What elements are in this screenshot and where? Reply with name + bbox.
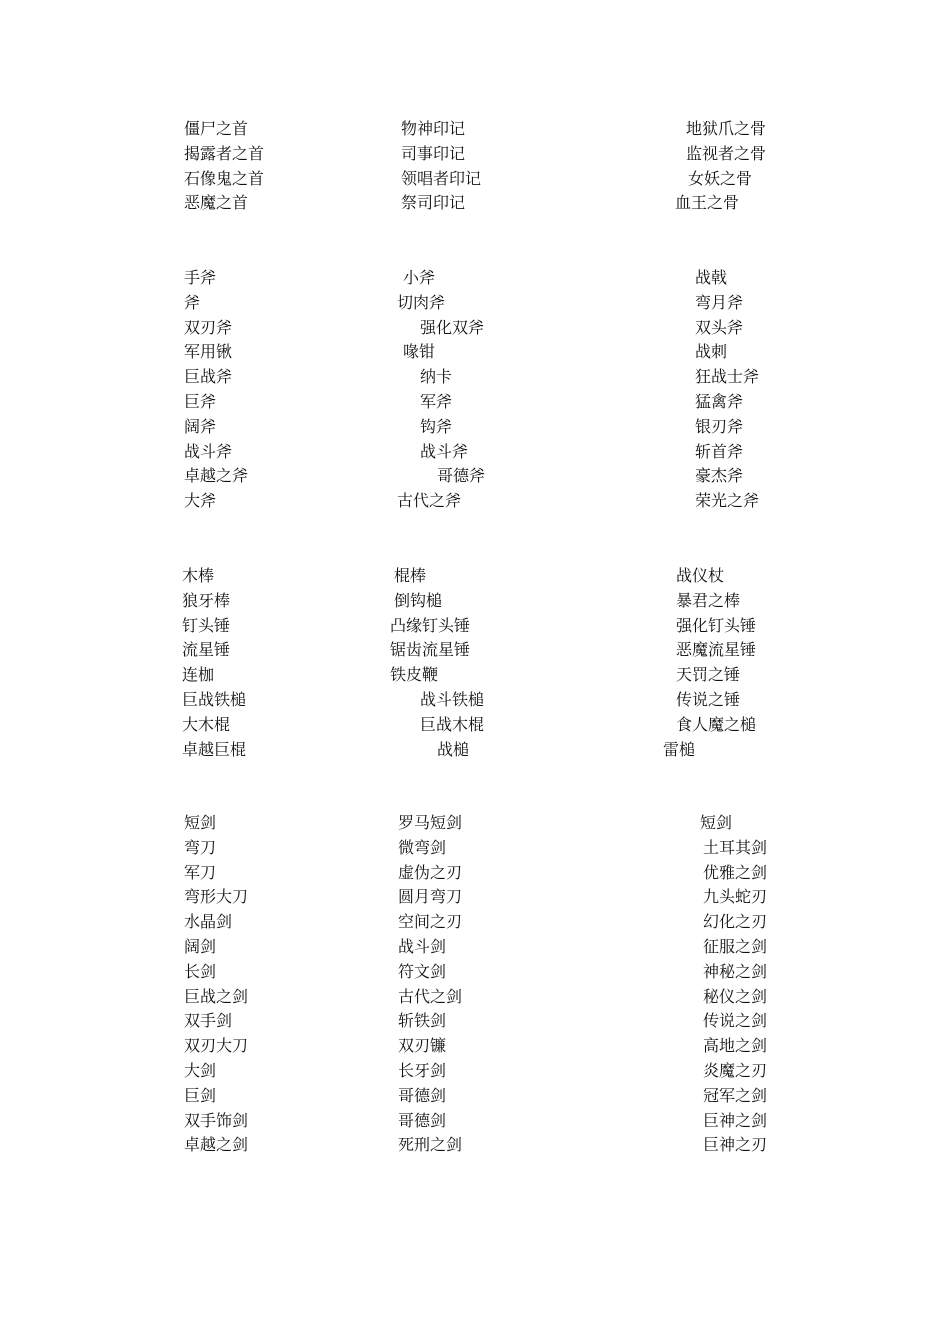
item-name: 双头斧 [695, 317, 744, 337]
item-name: 揭露者之首 [184, 143, 265, 163]
item-name: 暴君之棒 [676, 590, 741, 610]
item-name: 战斗铁槌 [420, 689, 485, 709]
section-axes [0, 266, 950, 514]
list-row [0, 663, 950, 688]
item-name: 巨战木棍 [420, 714, 485, 734]
item-name: 雷槌 [663, 739, 696, 759]
item-name: 军刀 [184, 862, 217, 882]
item-name: 斩首斧 [695, 441, 744, 461]
list-row [0, 985, 950, 1010]
item-name: 祭司印记 [401, 193, 466, 213]
item-name: 阔斧 [184, 416, 217, 436]
item-name: 地狱爪之骨 [686, 119, 767, 138]
list-row [0, 1109, 950, 1134]
item-name: 空间之刃 [398, 912, 463, 932]
item-name: 巨斧 [184, 391, 217, 411]
item-name: 物神印记 [401, 119, 466, 138]
item-name: 大木棍 [182, 714, 231, 734]
section-maces [0, 564, 950, 762]
item-name: 弯刀 [184, 837, 217, 857]
item-name: 凸缘钉头锤 [390, 615, 471, 635]
item-name: 荣光之斧 [695, 491, 760, 511]
list-row [0, 1133, 950, 1158]
list-row [0, 365, 950, 390]
item-name: 战戟 [695, 268, 728, 287]
section-heads [0, 117, 950, 216]
item-name: 领唱者印记 [401, 168, 482, 188]
item-name: 大剑 [184, 1060, 217, 1080]
list-row [0, 738, 950, 763]
list-row [0, 688, 950, 713]
list-row [0, 910, 950, 935]
list-row [0, 713, 950, 738]
item-name: 优雅之剑 [703, 862, 768, 882]
list-row [0, 191, 950, 216]
item-name: 传说之剑 [703, 1011, 768, 1031]
item-name: 秘仪之剑 [703, 986, 768, 1006]
list-row [0, 1009, 950, 1034]
item-name: 哥德剑 [398, 1110, 447, 1130]
item-name: 女妖之骨 [688, 168, 753, 188]
item-name: 恶魔之首 [184, 193, 249, 213]
item-name: 手斧 [184, 268, 217, 287]
item-name: 弯月斧 [695, 292, 744, 312]
item-name: 战斗剑 [398, 936, 447, 956]
item-name: 高地之剑 [703, 1036, 768, 1056]
list-row [0, 117, 950, 142]
list-row [0, 885, 950, 910]
item-name: 哥德剑 [398, 1085, 447, 1105]
item-name: 征服之剑 [703, 936, 768, 956]
item-name: 棍棒 [394, 566, 427, 585]
item-name: 长牙剑 [398, 1060, 447, 1080]
list-row [0, 564, 950, 589]
item-name: 双刃镰 [398, 1036, 447, 1056]
list-row [0, 489, 950, 514]
list-row [0, 836, 950, 861]
list-row [0, 589, 950, 614]
item-name: 木棒 [182, 566, 215, 585]
item-name: 监视者之骨 [686, 143, 767, 163]
item-name: 罗马短剑 [398, 813, 463, 832]
item-name: 小斧 [403, 268, 436, 287]
list-row [0, 415, 950, 440]
item-name: 狂战士斧 [695, 367, 760, 387]
item-name: 司事印记 [401, 143, 466, 163]
list-row [0, 1059, 950, 1084]
item-name: 微弯剑 [398, 837, 447, 857]
item-name: 战斗斧 [420, 441, 469, 461]
item-name: 巨战铁槌 [182, 689, 247, 709]
list-row [0, 960, 950, 985]
item-name: 强化钉头锤 [676, 615, 757, 635]
list-row [0, 167, 950, 192]
item-name: 短剑 [184, 813, 217, 832]
item-name: 死刑之剑 [398, 1135, 463, 1155]
item-name: 卓越巨棍 [182, 739, 247, 759]
item-name: 战刺 [695, 342, 728, 362]
item-name: 豪杰斧 [695, 466, 744, 486]
item-name: 狼牙棒 [182, 590, 231, 610]
item-name: 钩斧 [420, 416, 453, 436]
item-name: 幻化之刃 [703, 912, 768, 932]
item-name: 战槌 [437, 739, 470, 759]
item-name: 巨战之剑 [184, 986, 249, 1006]
item-name: 石像鬼之首 [184, 168, 265, 188]
item-name: 巨神之刃 [703, 1135, 768, 1155]
list-row [0, 440, 950, 465]
item-name: 军斧 [420, 391, 453, 411]
item-name: 土耳其剑 [703, 837, 768, 857]
section-swords [0, 811, 950, 1158]
list-row [0, 340, 950, 365]
item-name: 斧 [184, 292, 201, 312]
list-row [0, 266, 950, 291]
item-name: 双手剑 [184, 1011, 233, 1031]
list-row [0, 638, 950, 663]
list-row [0, 464, 950, 489]
item-name: 哥德斧 [437, 466, 486, 486]
list-row [0, 1034, 950, 1059]
item-name: 斩铁剑 [398, 1011, 447, 1031]
item-name: 双手饰剑 [184, 1110, 249, 1130]
item-name: 长剑 [184, 961, 217, 981]
item-name: 战斗斧 [184, 441, 233, 461]
list-row [0, 390, 950, 415]
item-name: 圆月弯刀 [398, 887, 463, 907]
list-row [0, 316, 950, 341]
item-name: 切肉斧 [397, 292, 446, 312]
item-name: 水晶剑 [184, 912, 233, 932]
item-name: 阔剑 [184, 936, 217, 956]
item-name: 传说之锤 [676, 689, 741, 709]
item-name: 锯齿流星锤 [390, 640, 471, 660]
item-name: 猛禽斧 [695, 391, 744, 411]
item-name: 军用锹 [184, 342, 233, 362]
item-name: 九头蛇刃 [703, 887, 768, 907]
item-name: 银刃斧 [695, 416, 744, 436]
item-name: 符文剑 [398, 961, 447, 981]
item-name: 纳卡 [420, 367, 453, 387]
item-name: 弯形大刀 [184, 887, 249, 907]
item-name: 强化双斧 [420, 317, 485, 337]
item-name: 倒钩槌 [394, 590, 443, 610]
item-name: 巨神之剑 [703, 1110, 768, 1130]
item-name: 大斧 [184, 491, 217, 511]
list-row [0, 935, 950, 960]
item-name: 铁皮鞭 [390, 665, 439, 685]
item-name: 喙钳 [403, 342, 436, 362]
item-name: 古代之斧 [397, 491, 462, 511]
item-name: 古代之剑 [398, 986, 463, 1006]
item-name: 恶魔流星锤 [676, 640, 757, 660]
item-name: 僵尸之首 [184, 119, 249, 138]
item-name: 战仪杖 [676, 566, 725, 585]
list-row [0, 1084, 950, 1109]
item-name: 巨战斧 [184, 367, 233, 387]
item-name: 巨剑 [184, 1085, 217, 1105]
list-row [0, 811, 950, 836]
item-name: 卓越之剑 [184, 1135, 249, 1155]
list-row [0, 861, 950, 886]
item-name: 虚伪之刃 [398, 862, 463, 882]
item-name: 炎魔之刃 [703, 1060, 768, 1080]
item-name: 神秘之剑 [703, 961, 768, 981]
item-name: 连枷 [182, 665, 215, 685]
item-name: 冠军之剑 [703, 1085, 768, 1105]
item-name: 食人魔之槌 [676, 714, 757, 734]
item-name: 天罚之锤 [676, 665, 741, 685]
item-name: 双刃斧 [184, 317, 233, 337]
item-name: 双刃大刀 [184, 1036, 249, 1056]
list-row [0, 291, 950, 316]
list-row [0, 614, 950, 639]
item-name: 卓越之斧 [184, 466, 249, 486]
list-row [0, 142, 950, 167]
item-name: 钉头锤 [182, 615, 231, 635]
item-name: 流星锤 [182, 640, 231, 660]
item-name: 血王之骨 [675, 193, 740, 213]
item-name: 短剑 [700, 813, 733, 832]
